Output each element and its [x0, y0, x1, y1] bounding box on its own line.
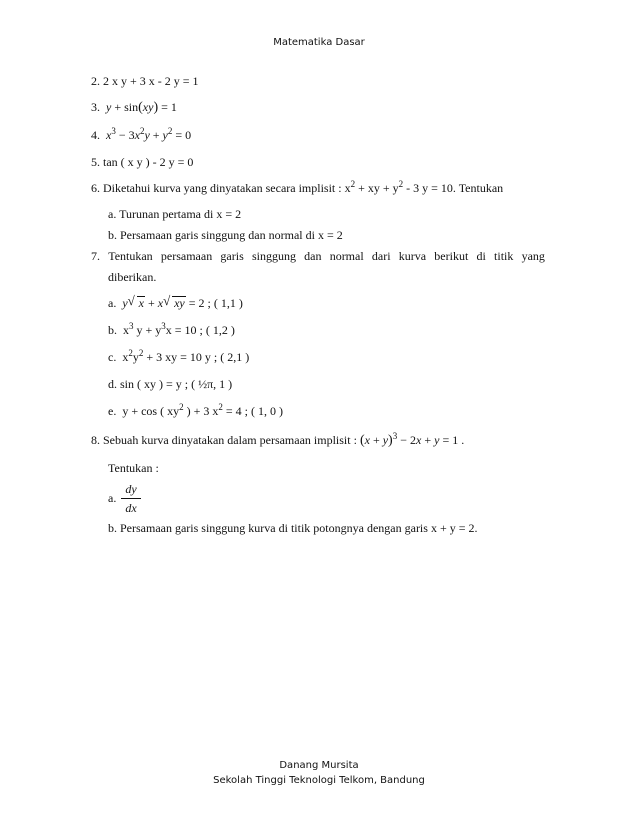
fraction-denominator: dx	[125, 501, 137, 515]
problem-8-tentukan: Tentukan :	[108, 461, 159, 475]
problem-2: 2. 2 x y + 3 x - 2 y = 1	[91, 74, 199, 88]
problem-6: 6. Diketahui kurva yang dinyatakan secara implisit : $x^2$ + xy + $y^2 - 3$ y = 10. Tentukan	[91, 179, 504, 195]
problem-3: 3. y + sin(xy) = 1	[91, 100, 177, 115]
problem-6b: b. Persamaan garis singgung dan normal di x = 2	[108, 228, 343, 242]
derivative-fraction	[121, 482, 141, 515]
page-header: Matematika Dasar	[273, 37, 365, 48]
problem-7a: a. y√ x + x√ xy = 2 ; ( 1,1 )	[108, 296, 243, 310]
footer-author: Danang Mursita	[279, 760, 359, 771]
problem-8b: b. Persamaan garis singgung kurva di titik potongnya dengan garis x + y = 2.	[108, 521, 478, 535]
problem-7e: e. y + cos ( $xy^2$ ) + 3 $x^2 = 4$ ; ( 1, 0 )	[108, 402, 283, 418]
problem-4: 4. $x^3 - 3x^2y + y^2 = 0$	[91, 126, 192, 142]
problem-7c: c. $x^2y^2 + 3$ xy = 10 y ; ( 2,1 )	[108, 348, 250, 364]
problem-7d: d. sin ( xy ) = y ; ( ½π, 1 )	[108, 377, 233, 391]
problem-7b: b. $x^3$ $y + y^3x = 10$ ; ( 1,2 )	[108, 321, 235, 337]
problem-5: 5. tan ( x y ) - 2 y = 0	[91, 155, 194, 169]
footer-institution: Sekolah Tinggi Teknologi Telkom, Bandung	[213, 775, 425, 786]
problem-7-cont: diberikan.	[108, 270, 157, 284]
problem-8: 8. Sebuah kurva dinyatakan dalam persamaan implisit : $(x + y)^3 - 2x + y = 1$ .	[91, 431, 465, 448]
problem-8a-label: a.	[108, 491, 117, 505]
problem-7: 7. Tentukan persamaan garis singgung dan normal dari kurva berikut di titik yang	[91, 249, 545, 263]
problem-6a: a. Turunan pertama di x = 2	[108, 207, 242, 221]
fraction-numerator: dy	[121, 482, 141, 499]
